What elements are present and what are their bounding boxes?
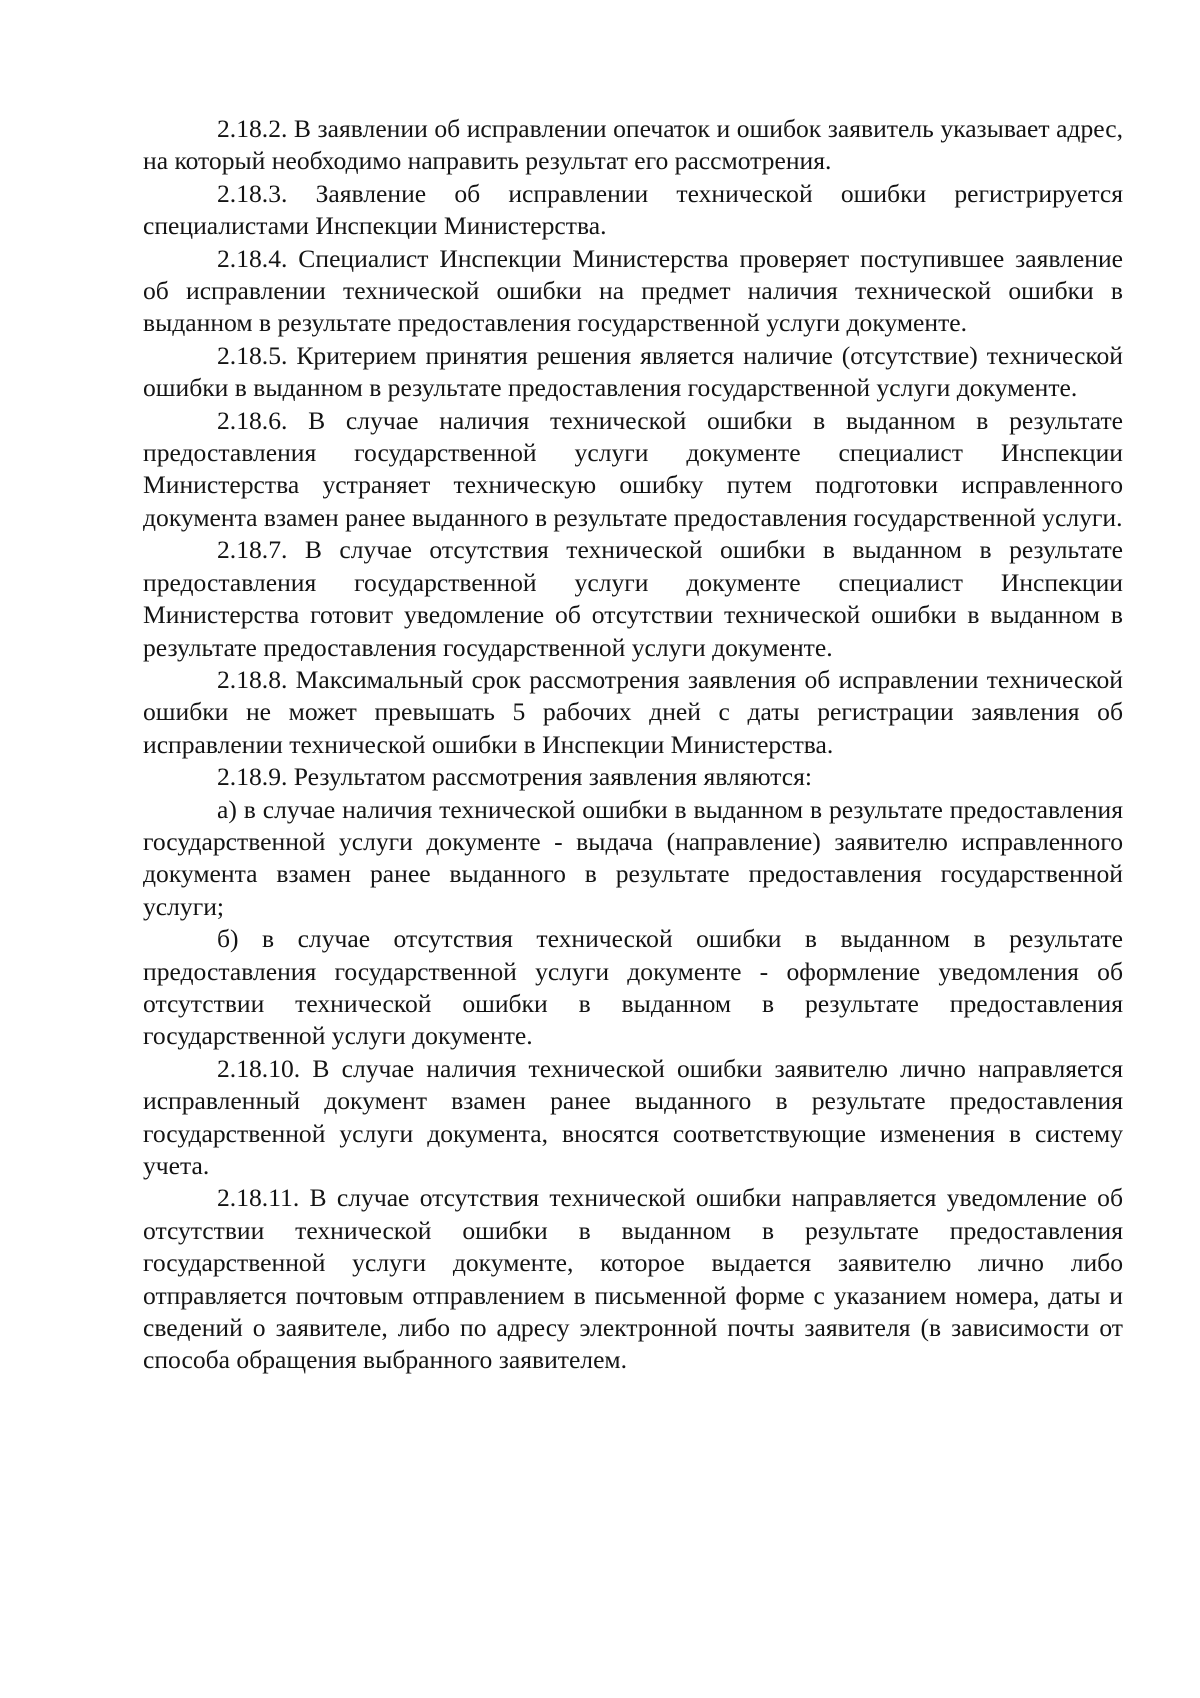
paragraph-2-18-11: 2.18.11. В случае отсутствия технической ошибки направляется уведомление об отсутствии технической ошибки в выданном в результате предоставления государственной услуги документе, которое выдается заявителю лично либо отправляется почтовым отправлением в письменной форме с указанием номера, даты и сведений о заявителе, либо по адресу электронной почты заявителя (в зависимости от способа обращения выбранного заявителем. [143, 1183, 1123, 1375]
list-item-a: а) в случае наличия технической ошибки в выданном в результате предоставления государственной услуги документе - выдача (направление) заявителю исправленного документа взамен ранее выданного в результате предоставления государственной услуги; [143, 794, 1123, 921]
paragraph-2-18-6: 2.18.6. В случае наличия технической ошибки в выданном в результате предоставления государственной услуги документе специалист Инспекции Министерства устраняет техническую ошибку путем подготовки исправленного документа взамен ранее выданного в результате предоставления государственной услуги. [143, 405, 1123, 532]
paragraph-2-18-5: 2.18.5. Критерием принятия решения является наличие (отсутствие) технической ошибки в выданном в результате предоставления государственной услуги документе. [143, 340, 1123, 403]
list-item-b: б) в случае отсутствия технической ошибки в выданном в результате предоставления государственной услуги документе - оформление уведомления об отсутствии технической ошибки в выданном в результате предоставления государственной услуги документе. [143, 924, 1123, 1051]
paragraph-2-18-7: 2.18.7. В случае отсутствия технической ошибки в выданном в результате предоставления государственной услуги документе специалист Инспекции Министерства готовит уведомление об отсутствии технической ошибки в выданном в результате предоставления государственной услуги документе. [143, 535, 1123, 662]
paragraph-2-18-8: 2.18.8. Максимальный срок рассмотрения заявления об исправлении технической ошибки не может превышать 5 рабочих дней с даты регистрации заявления об исправлении технической ошибки в Инспекции Министерства. [143, 664, 1123, 759]
paragraph-2-18-10: 2.18.10. В случае наличия технической ошибки заявителю лично направляется исправленный документ взамен ранее выданного в результате предоставления государственной услуги документа, вносятся соответствующие изменения в систему учета. [143, 1053, 1123, 1180]
document-page [143, 113, 1123, 1377]
paragraph-2-18-4: 2.18.4. Специалист Инспекции Министерства проверяет поступившее заявление об исправлении технической ошибки на предмет наличия технической ошибки в выданном в результате предоставления государственной услуги документе. [143, 243, 1123, 338]
paragraph-2-18-2: 2.18.2. В заявлении об исправлении опечаток и ошибок заявитель указывает адрес, на который необходимо направить результат его рассмотрения. [143, 114, 1123, 176]
paragraph-2-18-3: 2.18.3. Заявление об исправлении технической ошибки регистрируется специалистами Инспекции Министерства. [143, 178, 1123, 241]
paragraph-2-18-9: 2.18.9. Результатом рассмотрения заявления являются: [217, 762, 813, 792]
